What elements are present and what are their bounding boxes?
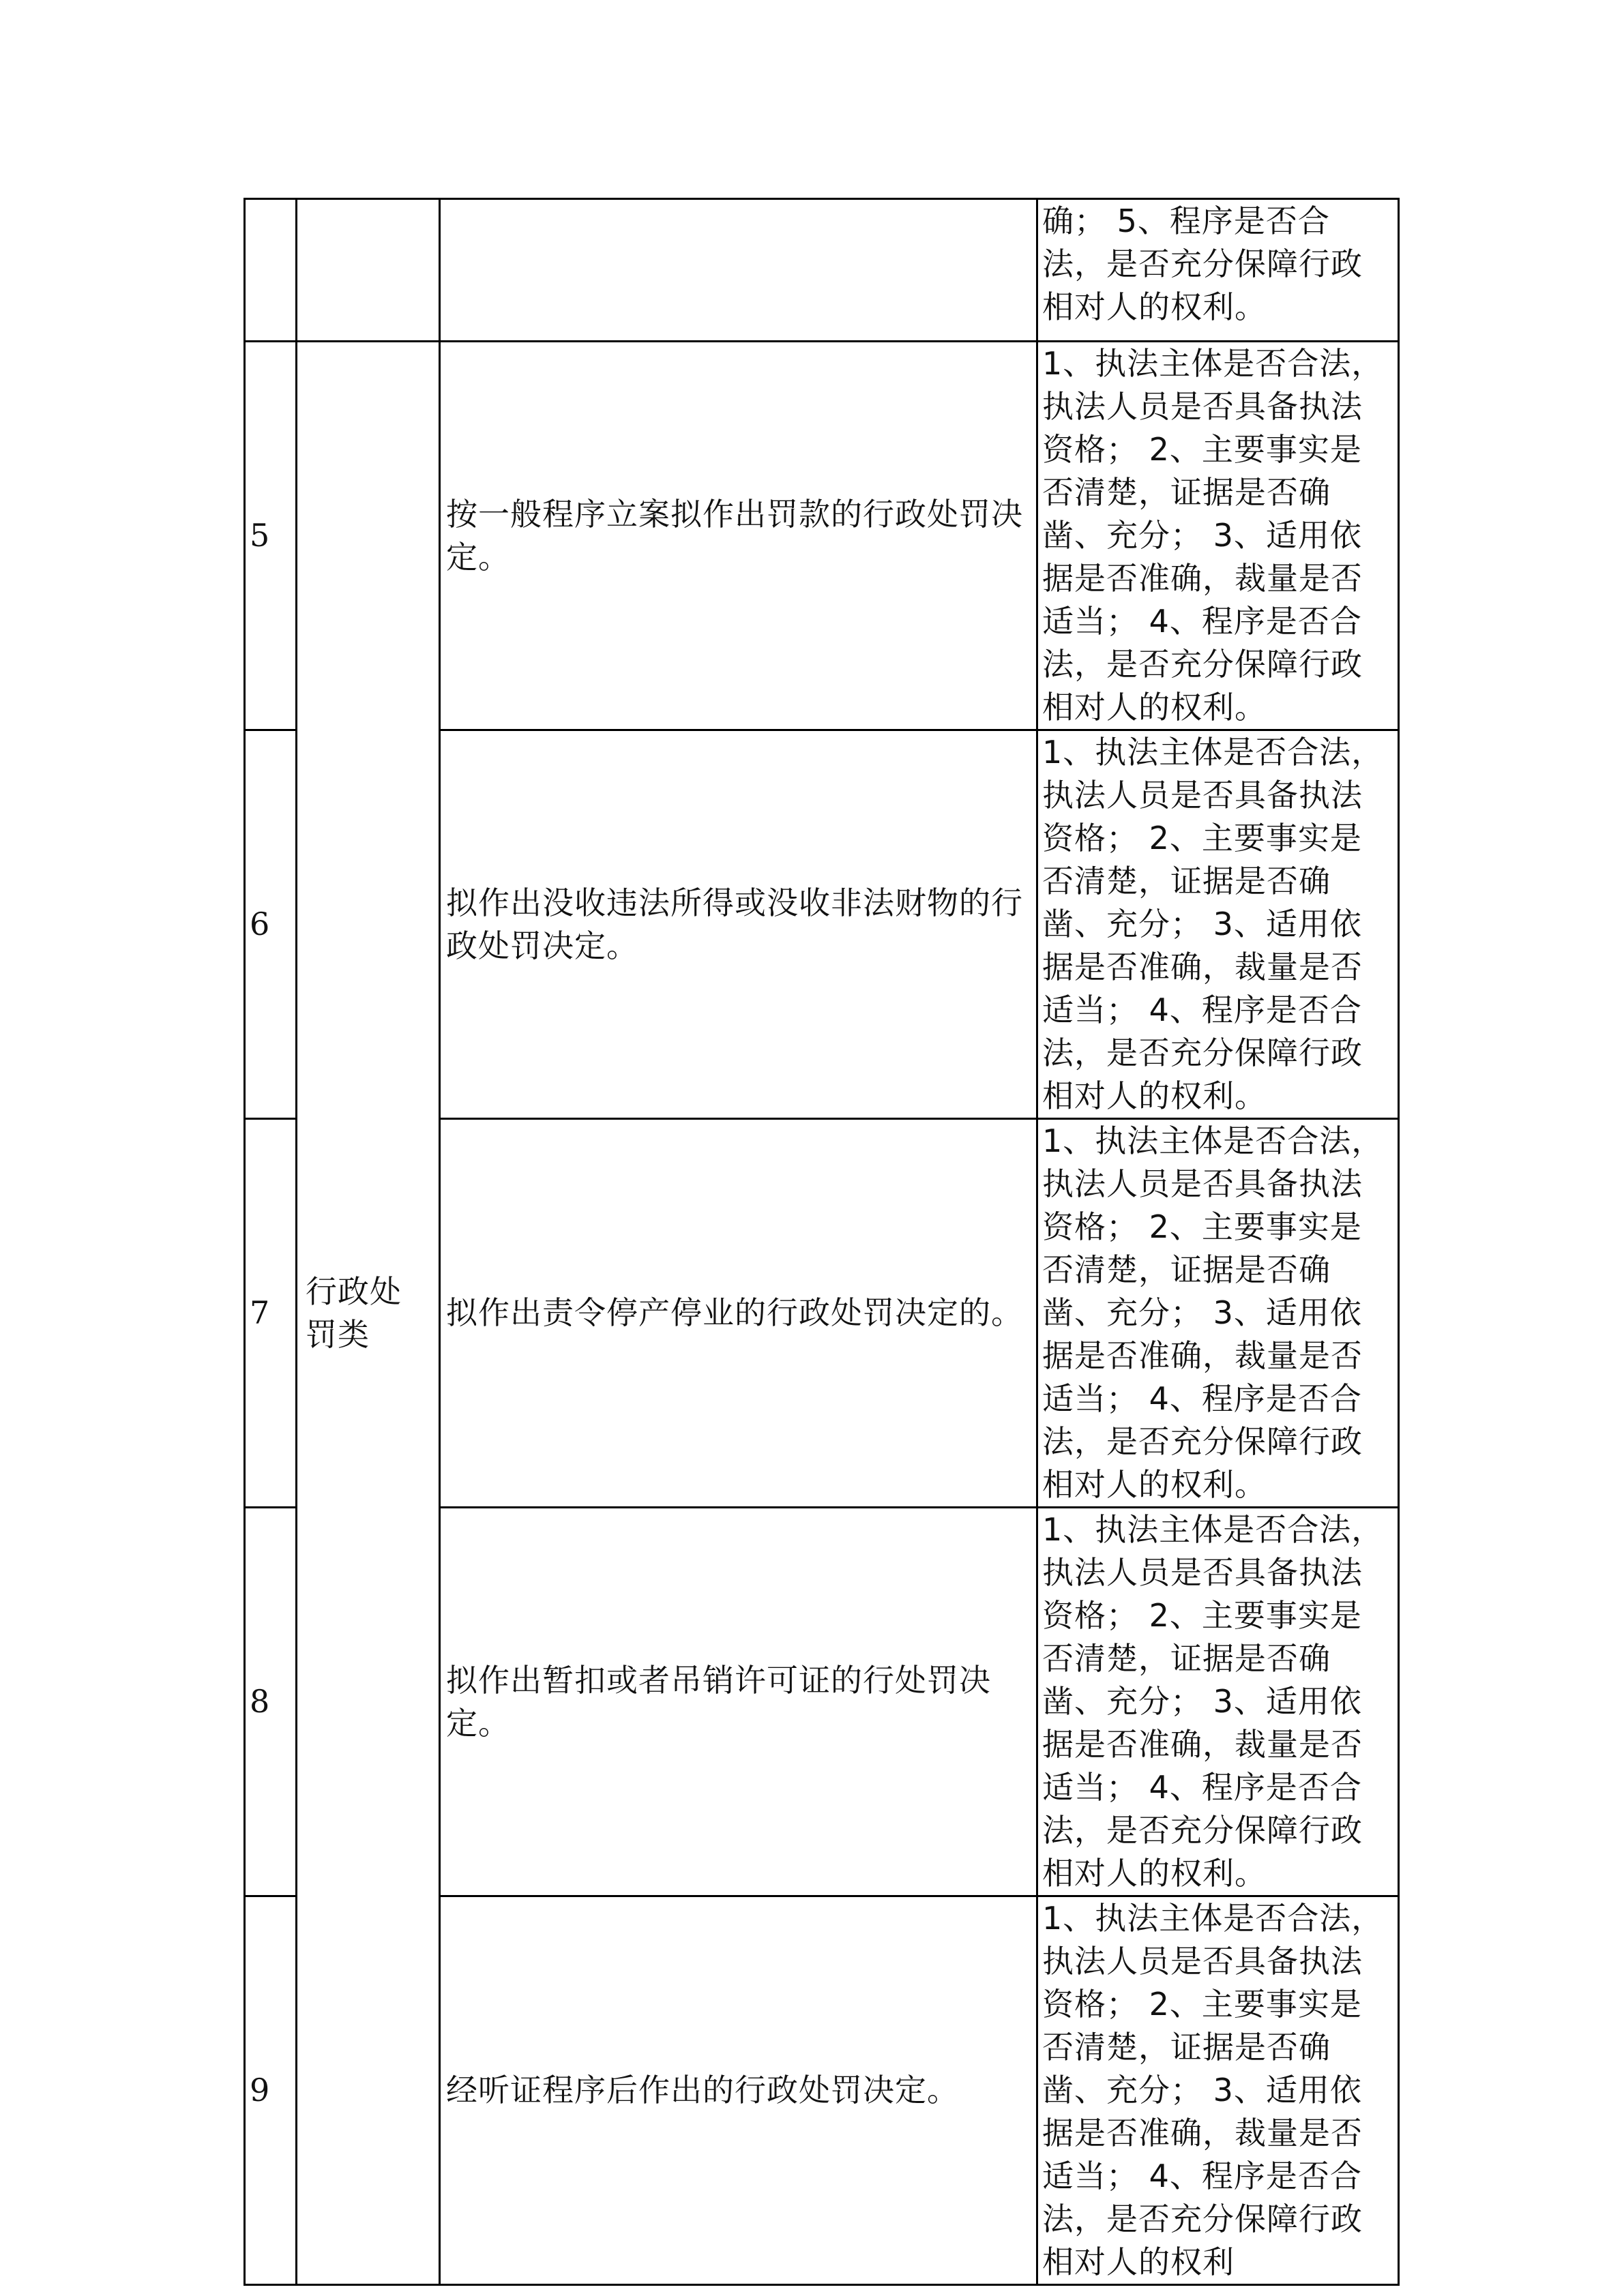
row-number-cell: [245, 199, 297, 342]
description-cell: 拟作出暂扣或者吊销许可证的行处罚决定。: [440, 1508, 1037, 1896]
row-number-cell: 7: [245, 1119, 297, 1508]
review-table: [243, 198, 1400, 2286]
row-number-cell: 5: [245, 342, 297, 730]
table-row: [245, 342, 1399, 730]
description-cell: 拟作出责令停产停业的行政处罚决定的。: [440, 1119, 1037, 1508]
review-standard-cell: 1、执法主体是否合法，执法人员是否具备执法资格； 2、主要事实是否清楚，证据是否确凿、充分； 3、适用依据是否准确，裁量是否适当； 4、程序是否合法，是否充分保障行政相对人的权利。: [1037, 1508, 1399, 1896]
description-cell: 经听证程序后作出的行政处罚决定。: [440, 1896, 1037, 2285]
description-cell: [440, 199, 1037, 342]
review-standard-cell: 1、执法主体是否合法，执法人员是否具备执法资格； 2、主要事实是否清楚，证据是否确凿、充分； 3、适用依据是否准确，裁量是否适当； 4、程序是否合法，是否充分保障行政相对人的权利。: [1037, 730, 1399, 1119]
description-cell: 按一般程序立案拟作出罚款的行政处罚决定。: [440, 342, 1037, 730]
review-standard-cell: 1、执法主体是否合法，执法人员是否具备执法资格； 2、主要事实是否清楚，证据是否确凿、充分； 3、适用依据是否准确，裁量是否适当； 4、程序是否合法，是否充分保障行政相对人的权利。: [1037, 1119, 1399, 1508]
review-standard-cell: 1、执法主体是否合法，执法人员是否具备执法资格； 2、主要事实是否清楚，证据是否确凿、充分； 3、适用依据是否准确，裁量是否适当； 4、程序是否合法，是否充分保障行政相对人的权利。: [1037, 342, 1399, 730]
row-number-cell: 9: [245, 1896, 297, 2285]
table-row-continuation: [245, 199, 1399, 342]
review-standard-cell: 1、执法主体是否合法，执法人员是否具备执法资格； 2、主要事实是否清楚，证据是否确凿、充分； 3、适用依据是否准确，裁量是否适当； 4、程序是否合法，是否充分保障行政相对人的权利: [1037, 1896, 1399, 2285]
description-cell: 拟作出没收违法所得或没收非法财物的行政处罚决定。: [440, 730, 1037, 1119]
category-cell: [297, 199, 440, 342]
review-standard-cell: 确； 5、程序是否合法，是否充分保障行政相对人的权利。: [1037, 199, 1399, 342]
category-cell: 行政处罚类: [297, 342, 440, 2285]
row-number-cell: 8: [245, 1508, 297, 1896]
row-number-cell: 6: [245, 730, 297, 1119]
